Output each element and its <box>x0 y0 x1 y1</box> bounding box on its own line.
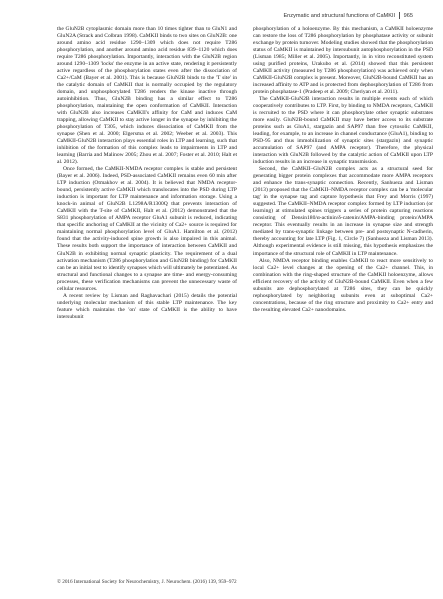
running-header <box>283 12 413 19</box>
paragraph: The CaMKII-GluN2B interaction results in multiple events each of which cooperatively contributes to LTP. First, by binding to NMDA receptors, CaMKII is recruited to the PSD where it can phosphorylate other synaptic substrates more easily. GluN2B-bound CaMKII may have better access to its substrate proteins such as GluA1, stargazin and SAP97 than free cytosolic CaMKII, leading, for example, to an increase in channel conductance (GluA1), binding to PSD-95 and thus immobilization of synaptic sites (stargazin) and synaptic accumulation of SAP97 (and AMPA receptor). Therefore, the physical interaction with GluN2B followed by the catalytic action of CaMKII upon LTP induction results in an increase in synaptic transmission. <box>253 96 433 166</box>
header-separator <box>399 12 400 19</box>
copyright-footer: © 2016 International Society for Neurochemistry, J. Neurochem. (2016) 139, 959–972 <box>57 579 237 585</box>
paragraph: phosphorylation of a holoenzyme. By this mechanism, a CaMKII holoenzyme can restore the loss of T286 phosphorylation by phosphatase activity or subunit exchange by protein turnover. Modeling studies showed that the phosphorylation status of CaMKII is maintained by intersubunit autophosphorylation in the PSD (Lisman 1985; Miller et al. 2005). Importantly, in in vitro reconstituted system using purified proteins, Urakubo et al. (2014) showed that this persistent CaMKII activity (measured by T286 phosphorylation) was achieved only when CaMKII-GluN2B complex is present. Moreover, GluN2B-bound CaMKII has an increased affinity to ATP and is protected from dephosphorylation of T286 from protein phosphatase-1 (Pradeep et al. 2009; Cheriyan et al. 2011). <box>253 26 433 96</box>
paragraph: Second, the CaMKII–GluN2B complex acts as a structural seed for generating bigger protein complexes that accommodate more AMPA receptors and enhance the trans-synaptic connection. Recently, Sanhueza and Lisman (2013) proposed that the CaMKII–NMDA receptor complex can be a 'molecular tag' in the synapse tag and capture hypothesis that Frey and Morris (1997) suggested. The CaMKII–NMDA receptor complex formed by LTP induction (or learning) at stimulated spines triggers a series of protein capturing reactions consisting of Densin180/α-actinin/δ-catenin/AMPA-binding protein/AMPA receptor. This eventually results in an increase in synapse size and strength mediated by trans-synaptic linkage between pre- and postsynaptic N-cadherin, thereby accounting for late LTP (Fig. 1, Circle 7) (Sanhueza and Lisman 2013). Although experimental evidence is still missing, this hypothesis emphasizes the importance of the structural role of CaMKII in LTP maintenance. <box>253 166 433 257</box>
paragraph: the GluN2B cytoplasmic domain more than 10 times tighter than to GluN1 and GluN2A (Strack and Colbran 1998). CaMKII binds to two sites on GluN2B: one around amino acid residue 1290–1309 which does not require T286 phosphorylation, and another around amino acid residue 839–1120 which does require T286 phosphorylation. Importantly, interaction with the GluN2B region around 1290–1309 'locks' the enzyme in an active state, rendering it persistently active regardless of the phosphorylation states even after the dissociation of Ca2+/CaM (Bayer et al. 2001). This is because GluN2B binds to the 'T site' in the catalytic domain of CaMKII that is normally occupied by the regulatory domain, and unphosphorylated T286 renders the kinase inactive through autoinhibition. Thus, GluN2B binding has a similar effect to T286 phosphorylation, maintaining the open conformation of CaMKII. Interaction with GluN2B also increases CaMKII's affinity for CaM and induces CaM trapping, allowing CaMKII to stay active longer in the synapse by inhibiting the phosphorylation of T305, which induces dissociation of CaMKII from the synapse (Shen et al. 2000; Elgersma et al. 2002; Weeber et al. 2003). This CaMKII-GluN2B interaction plays essential roles in LTP and learning, such that inhibition of the formation of this complex leads to impairments in LTP and learning (Barria and Malinow 2005; Zhou et al. 2007; Foster et al. 2010; Halt et al. 2012). <box>57 26 237 166</box>
right-column <box>253 26 433 314</box>
running-title: Enzymatic and structural functions of CaMKII <box>283 12 396 19</box>
left-column <box>57 26 237 321</box>
page-number: 965 <box>403 12 413 19</box>
paragraph: Also, NMDA receptor binding enables CaMKII to react more sensitively to local Ca2+ level changes at the opening of the Ca2+ channel. This, in combination with the ring-shaped structure of the CaMKII holoenzyme, allows efficient recovery of the activity of GluN2B-bound CaMKII. Even when a few subunits are dephosphorylated at T286 sites, they can be quickly rephosphorylated by neighboring subunits even at suboptimal Ca2+ concentrations, because of the ring structure and proximity to Ca2+ entry and the resulting elevated Ca2+ nanodomains. <box>253 257 433 313</box>
paragraph: A recent review by Lisman and Raghavachari (2015) details the potential underlying molecular mechanism of this stable LTP maintenance. The key feature which maintains the 'on' state of CaMKII is the ability to have intersubunit <box>57 292 237 320</box>
paragraph: Once formed, the CaMKII-NMDA receptor complex is stable and persistent (Bayer et al. 2006). Indeed, PSD-associated CaMKII remains even 60 min after LTP induction (Otmakhov et al. 2004). It is believed that NMDA receptor-bound, persistently active CaMKII which translocates into the PSD during LTP induction is important for LTP maintenance and information storage. Using a knock-in animal of GluN2B L1298A/R1300Q that prevents interaction of CaMKII with the T-site of CaMKII, Halt et al. (2012) demonstrated that the S831 phosphorylation of AMPA receptor GluA1 subunit is reduced, indicating that specific anchoring of CaMKII at the vicinity of Ca2+ source is required for maintaining normal phosphorylation level of GluA1. Hamilton et al. (2012) found that the activity-induced spine growth is also impaired in this animal. These results both support the importance of interaction between CaMKII and GluN2B in exhibiting normal synaptic plasticity. The requirement of a dual activation mechanism (T286 phosphorylation and GluN2B binding) for CaMKII can be an initial test to identify synapses which will ultimately be potentiated. As structural and functional changes to a synapse are time- and energy-consuming processes, these verification mechanisms can prevent the unnecessary waste of cellular resources. <box>57 166 237 292</box>
